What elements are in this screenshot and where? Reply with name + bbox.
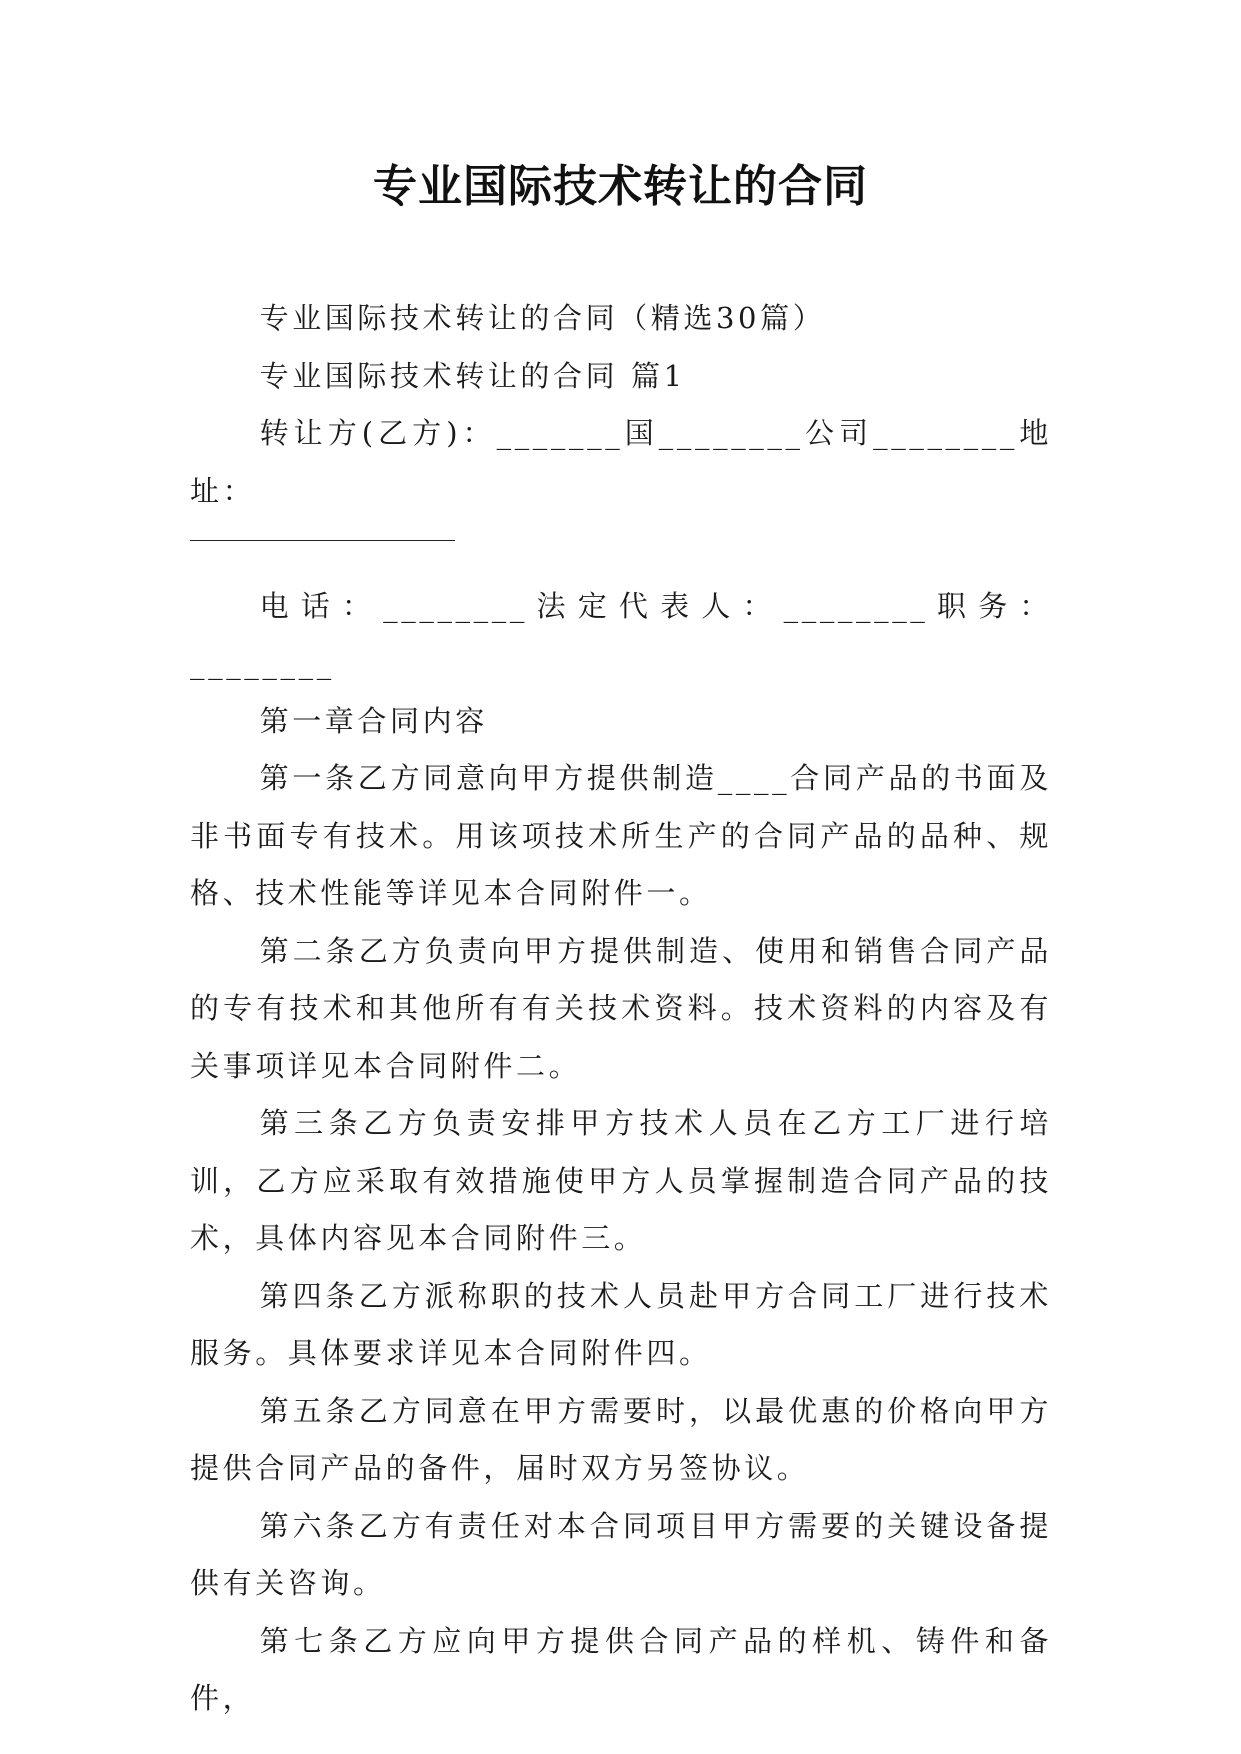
article-paragraph: 第六条乙方有责任对本合同项目甲方需要的关键设备提供有关咨询。 [190,1508,1052,1600]
transferor-line: 转让方(乙方)：_______国________公司________地址： [190,416,1052,508]
contact-line: 电话：________法定代表人：________职务：________ [190,588,1052,680]
document-title: 专业国际技术转让的合同 [373,161,868,212]
document-body [190,290,1052,1728]
chapter-heading: 第一章合同内容 [259,703,488,738]
article-paragraph: 第二条乙方负责向甲方提供制造、使用和销售合同产品的专有技术和其他所有有关技术资料。技术资料的内容及有关事项详见本合同附件二。 [190,933,1052,1083]
article-paragraph: 第四条乙方派称职的技术人员赴甲方合同工厂进行技术服务。具体要求详见本合同附件四。 [190,1278,1052,1370]
underline [190,540,455,541]
article-paragraph: 第七条乙方应向甲方提供合同产品的样机、铸件和备件， [190,1623,1052,1715]
article-paragraph: 第一条乙方同意向甲方提供制造____合同产品的书面及非书面专有技术。用该项技术所生产的合同产品的品种、规格、技术性能等详见本合同附件一。 [190,761,1052,910]
article-paragraph: 第三条乙方负责安排甲方技术人员在乙方工厂进行培训，乙方应采取有效措施使甲方人员掌握制造合同产品的技术，具体内容见本合同附件三。 [190,1106,1052,1255]
subtitle-paragraph: 专业国际技术转让的合同（精选30篇） [259,301,826,335]
section-heading: 专业国际技术转让的合同 篇1 [259,358,686,393]
address-blank-line [190,520,1052,578]
article-paragraph: 第五条乙方同意在甲方需要时，以最优惠的价格向甲方提供合同产品的备件，届时双方另签协议。 [190,1393,1052,1485]
